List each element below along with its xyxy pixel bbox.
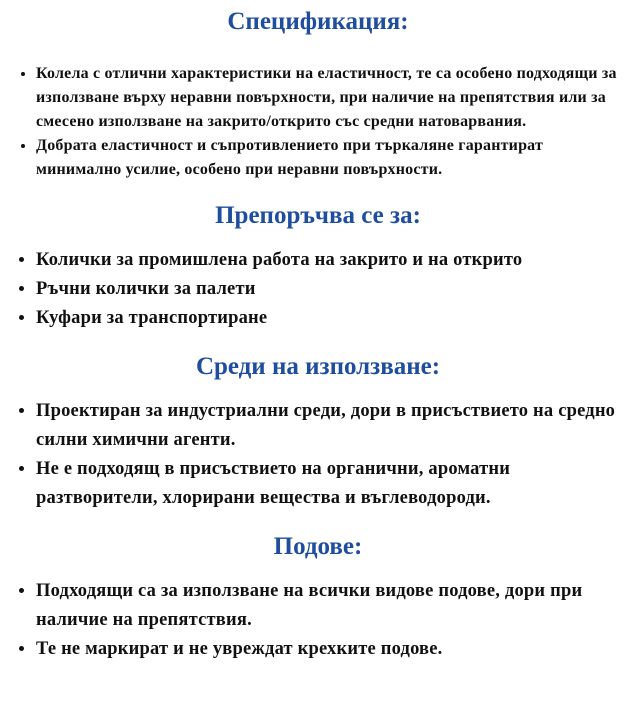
list-item: • Подходящи са за използване на всички видове подове, дори при наличие на препятствия. (36, 577, 618, 635)
list-item: • Куфари за транспортиране (36, 304, 618, 333)
list-item: • Ръчни колички за палети (36, 275, 618, 304)
recommended-list (18, 246, 618, 333)
section-title-recommended: Препоръчва се за: (215, 202, 421, 229)
floors-list (18, 577, 618, 664)
list-item: • Колела с отлични характеристики на еластичност, те са особено подходящи за използване върху неравни повърхности, при наличие на препятствия или за смесено използване на закрито/открито със средни натоварвания. (36, 62, 618, 134)
section-title-environments: Среди на използване: (195, 353, 441, 380)
specification-list (18, 62, 618, 182)
environments-list (18, 397, 618, 513)
section-title-specification: Спецификация: (227, 8, 409, 35)
list-item: • Проектиран за индустриални среди, дори в присъствието на средно силни химични агенти. (36, 397, 618, 455)
list-item: • Те не маркират и не увреждат крехките подове. (36, 635, 618, 664)
list-item: • Колички за промишлена работа на закрито и на открито (36, 246, 618, 275)
list-item: • Не е подходящ в присъствието на органични, ароматни разтворители, хлорирани вещества и въглеводороди. (36, 455, 618, 513)
list-item: • Добрата еластичност и съпротивлението при търкаляне гарантират минимално усилие, особено при неравни повърхности. (36, 134, 618, 182)
section-title-floors: Подове: (273, 533, 363, 560)
